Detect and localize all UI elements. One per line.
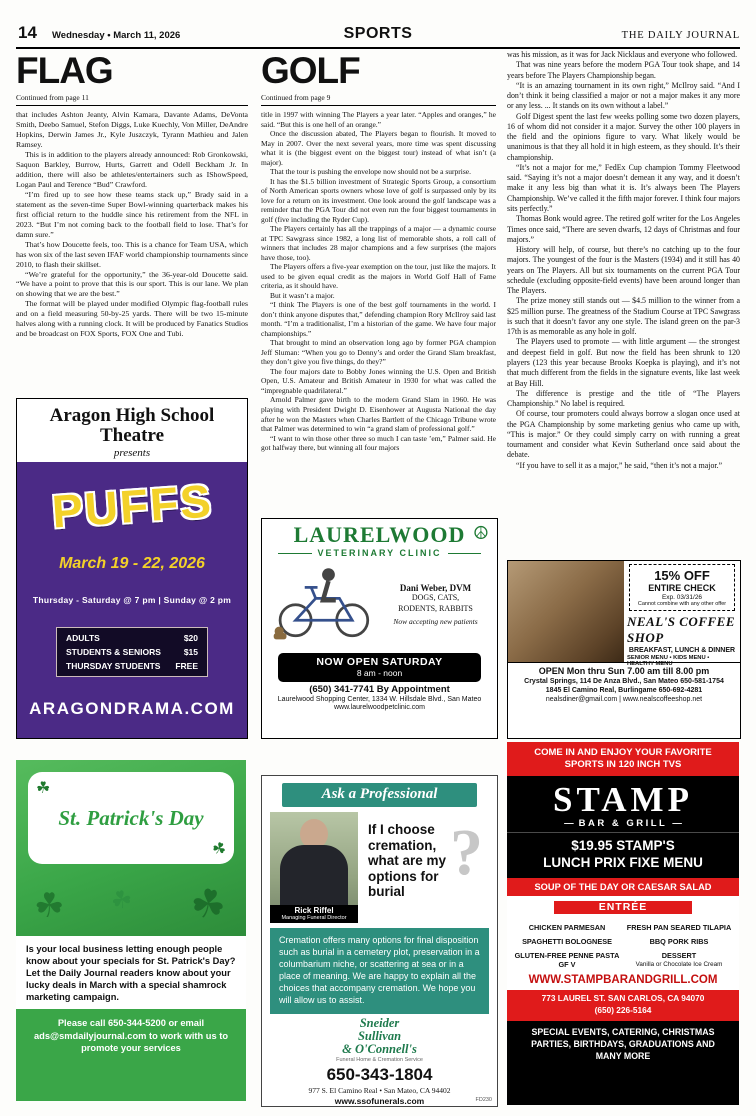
paragraph: that includes Ashton Jeanty, Alvin Kamara, Davante Adams, DeVonta Smith, Deebo Samuel, Stefon Diggs, Luke Kuechly, Von Miller, DeAndre Hopkins, Derwin James Jr., Kyle Juszczyk, Tyrann Mathieu and Jalen Ramsey. xyxy=(16,110,248,149)
aragon-poster xyxy=(17,462,247,738)
animals-line2: RODENTS, RABBITS xyxy=(398,603,473,613)
vet-name: Dani Weber, DVM xyxy=(399,583,472,594)
price-label: THURSDAY STUDENTS xyxy=(66,660,161,671)
paragraph: That’s how Doucette feels, too. This is a chance for Team USA, which has won six of the last seven IFAF world championship tournaments since 2010, to flash their skillset. xyxy=(16,239,248,269)
paragraph: “If you have to sell it as a major,” he said, “then it’s not a major.” xyxy=(516,460,723,470)
neals-menus: SENIOR MENU • KIDS MENU • HEALTHY MENU xyxy=(627,655,710,667)
golf-rule xyxy=(261,105,496,106)
deal-line1: $19.95 STAMP'S xyxy=(571,837,675,853)
laurelwood-vet-ad xyxy=(261,518,498,739)
paragraph: History will help, of course, but there’s no catching up to the four majors. The youngest of the four is the Masters (1934) and it still has 40 years on The Players. All but six tournaments on the current PGA Tour schedule (excluding opposite-field events) have been around longer than The Players. xyxy=(507,245,740,296)
st-patricks-title-card xyxy=(28,772,234,864)
paragraph: The Players offers a five-year exemption on the tour, just like the majors. It used to be given equal credit as the majors in World Golf Hall of Fame criteria, as it should have. xyxy=(261,262,496,291)
neals-location-1: Crystal Springs, 114 De Anza Blvd., San Mateo 650-581-1754 xyxy=(524,678,724,685)
flag-rule xyxy=(16,105,248,106)
animals-line1: DOGS, CATS, xyxy=(411,593,460,603)
firm-logo xyxy=(262,1017,497,1056)
flag-article xyxy=(16,52,248,398)
laurelwood-website: www.laurelwoodpetclinic.com xyxy=(333,704,426,711)
aragon-website: ARAGONDRAMA.COM xyxy=(29,698,235,718)
golf-headline: GOLF xyxy=(261,50,360,91)
show-dates: March 19 - 22, 2026 xyxy=(59,554,205,572)
ask-a-professional-ad xyxy=(261,775,498,1107)
header-rule xyxy=(16,47,740,49)
stamp-name: STAMP xyxy=(553,779,693,819)
dash-ornament: — xyxy=(564,817,574,829)
stamp-bottom-banner: SPECIAL EVENTS, CATERING, CHRISTMAS PARTIES, BIRTHDAYS, GRADUATIONS AND MANY MORE xyxy=(507,1021,739,1105)
paragraph: “It is an amazing tournament in its own right,” McIlroy said. “And I don’t think it being classified a major or not a major makes it any more or any less. ... It stands on its own without a label.” xyxy=(507,80,740,111)
page-header xyxy=(16,23,740,45)
laurelwood-footer xyxy=(262,684,497,711)
show-times: Thursday - Saturday @ 7 pm | Sunday @ 2 pm xyxy=(32,594,232,605)
shamrock-icon: ☘ xyxy=(208,837,229,860)
paragraph: “I want to win those other three so much I can taste ’em,” Palmer said. He got halfway there, but winning all four majors xyxy=(261,433,496,453)
masthead-title: THE DAILY JOURNAL xyxy=(621,30,740,41)
paragraph: “I’m fired up to see how these teams stack up,” Brady said in a statement as the seven-time Super Bowl-winning quarterback makes his first official return to the huddle since his retirement from the NFL in 2023. “But I’m not coming back to the football field to lose. That’s for damn sure.” xyxy=(16,189,248,239)
aragon-school-line1: Aragon High School xyxy=(49,405,215,426)
stamp-address: 773 LAUREL ST. SAN CARLOS, CA 94070 xyxy=(541,993,705,1004)
menu-item: SPAGHETTI BOLOGNESE xyxy=(522,937,612,947)
paragraph: was his mission, as it was for Jack Nicklaus and everyone who followed. xyxy=(507,50,738,59)
page-number: 14 xyxy=(18,23,37,42)
neals-coffee-shop-ad xyxy=(507,560,741,739)
price-value: $20 xyxy=(183,632,198,643)
golf-article xyxy=(261,52,496,516)
neals-name: NEAL'S COFFEE SHOP xyxy=(627,614,736,645)
paragraph: The Players used to promote — with little argument — the strongest and deepest field in golf. But now the field has been shrunk to 120 players (123 this year because Brooks Koepka is playing), and it’s not that much different from the fields in the signature events, like last week at Bay Hill. xyxy=(507,337,740,388)
entree-header: ENTRÉE xyxy=(553,900,693,915)
paragraph: The four majors date to Bobby Jones winning the U.S. Open and British Open, U.S. Amateur and British Amateur in 1930 for what was called the “impregnable quadrilateral.” xyxy=(261,366,496,395)
neals-top xyxy=(508,561,740,667)
pricing-row xyxy=(57,659,207,673)
st-patricks-pitch: Is your local business letting enough people know about your specials for St. Patrick's Day? Let the Daily Journal readers know about your lucky deals in March with a special shamrock marketing campaign. xyxy=(16,936,246,1009)
shamrock-icon: ☘ xyxy=(185,878,231,932)
price-value: $15 xyxy=(183,646,198,657)
paragraph: The Players certainly has all the trappings of a major — a dynamic course at TPC Sawgrass since 1982, a long list of memorable shots, a roll call of winners that includes 28 major champions and a few surprises (the majors have those, too). xyxy=(261,224,496,262)
laurelwood-middle xyxy=(262,558,497,651)
cyclist-with-dog-illustration xyxy=(268,560,380,649)
funeral-home-footer xyxy=(262,1014,497,1106)
menu-block xyxy=(507,896,739,971)
laurelwood-subtitle xyxy=(278,548,481,558)
paragraph: The format will be played under modified Olympic flag-football rules and on a field measuring 50-by-25 yards. There will be two 15-minute halves along with a running clock. It will be produced by Fanatics Studios and be broadcast on FOX Sports, FOX One and Tubi. xyxy=(16,299,248,339)
restaurant-photo xyxy=(508,561,624,662)
paragraph: The difference is prestige and the title of “The Players Championship.” No label is required. xyxy=(507,388,740,409)
menu-item: BBQ PORK RIBS xyxy=(649,937,709,947)
flag-article-body xyxy=(16,110,248,398)
banner-line1: NOW OPEN SATURDAY xyxy=(316,656,443,668)
stamp-top-banner: COME IN AND ENJOY YOUR FAVORITE SPORTS IN 120 INCH TVS xyxy=(507,742,739,776)
funeral-home-phone: 650-343-1804 xyxy=(326,1065,433,1084)
edition-date: Wednesday • March 11, 2026 xyxy=(52,30,181,41)
laurelwood-phone: (650) 341-7741 By Appointment xyxy=(309,684,450,695)
neals-location-2: 1845 El Camino Real, Burlingame 650-692-4281 xyxy=(545,687,703,694)
deal-line2: LUNCH PRIX FIXE MENU xyxy=(543,854,703,870)
stamp-website: WWW.STAMPBARANDGRILL.COM xyxy=(507,971,739,990)
shamrock-icon: ☘ xyxy=(107,883,136,917)
person-name: Rick Riffel xyxy=(294,905,334,915)
shamrock-icon: ☘ xyxy=(36,778,51,797)
menu-column-right xyxy=(623,918,735,969)
paragraph: It has the $1.5 billion investment of Strategic Sports Group, a consortium of North American sports owners whose love of golf is surpassed only by its love for a return on its investment. One look around the golf landscape was a reminder that the PGA Tour did not even run the four biggest tournaments in golf (five including the Ryder Cup). xyxy=(261,176,496,224)
neals-right xyxy=(624,561,740,667)
firm-line3: & O'Connell's xyxy=(342,1041,417,1056)
paragraph: Of course, tour promoters could always borrow a slogan once used at the PGA Championship by some marketing genius who came up with, “This is major.” Or they could simply carry on with running a great tournament and consider what Kevin Sutherland once said about the debate. xyxy=(507,409,740,460)
ask-row xyxy=(262,812,497,923)
st-patricks-banner xyxy=(16,760,246,936)
coupon-percent: 15% OFF xyxy=(654,568,710,583)
soup-banner: SOUP OF THE DAY OR CAESAR SALAD xyxy=(507,878,739,896)
paragraph: Golf Digest spent the last few weeks polling some two dozen players, 16 of whom did not consider it a major. Survey the other 100 players in the field and the opinions figure to vary. What likely would be unanimous is that they all hold it in high esteem, as they should. It’s their championship. xyxy=(507,111,740,162)
menu-grid xyxy=(511,918,735,969)
paragraph: “We’re grateful for the opportunity,” the 36-year-old Doucette said. “We have a point to prove that this is our sport. This is our lane. We plan on showing that we are the best.” xyxy=(16,269,248,299)
paragraph: But it wasn’t a major. xyxy=(270,290,335,300)
golf-article-continuation xyxy=(507,50,740,555)
ask-ribbon: Ask a Professional xyxy=(282,783,477,807)
pricing-row xyxy=(57,631,207,645)
laurelwood-name: LAURELWOOD xyxy=(293,522,466,547)
puffs-show-logo: PUFFS xyxy=(49,474,215,538)
neals-meals: BREAKFAST, LUNCH & DINNER xyxy=(628,647,736,654)
stamp-address-block xyxy=(507,990,739,1020)
section-title: SPORTS xyxy=(343,25,413,42)
coupon-note: Cannot combine with any other offer xyxy=(637,601,727,607)
pricing-table xyxy=(56,627,208,677)
coupon-entire-check: ENTIRE CHECK xyxy=(648,583,716,593)
person-title: Managing Funeral Director xyxy=(281,914,347,921)
rick-riffel-photo xyxy=(270,812,358,923)
aragon-school-line2: Theatre xyxy=(99,424,165,446)
license-number: FD230 xyxy=(475,1097,492,1103)
st-patricks-title: St. Patrick's Day xyxy=(58,805,204,830)
lunch-deal-block xyxy=(507,832,739,879)
coupon-expiration: Exp. 03/31/26 xyxy=(661,594,703,601)
funeral-home-website: www.ssofunerals.com xyxy=(334,1096,425,1106)
menu-item: CHICKEN PARMESAN xyxy=(528,923,606,933)
menu-item: GLUTEN-FREE PENNE PASTA GF V xyxy=(514,951,620,970)
firm-line1: Sneider xyxy=(359,1015,400,1030)
accepting-patients: Now accepting new patients xyxy=(393,616,478,626)
answer-panel: Cremation offers many options for final disposition such as burial in a cemetery plot, preservation in a columbarium niche, or scattering at sea or in a place of meaning. We are happy to explain all the choices that accompany cremation. We hope you will allow us to assist. xyxy=(270,928,489,1014)
stamp-subname xyxy=(507,818,739,829)
flag-continued-line: Continued from page 11 xyxy=(16,93,89,102)
paragraph: “I think The Players is one of the best golf tournaments in the world. I don’t think anyone disputes that,” defending champion Rory McIlroy said last month. “I’m a traditionalist, I’m a historian of the game. We have four major championships.” xyxy=(261,300,496,338)
firm-tagline: Funeral Home & Cremation Service xyxy=(336,1057,423,1063)
paragraph: That the tour is pushing the envelope now should not be a surprise. xyxy=(270,167,472,177)
price-label: STUDENTS & SENIORS xyxy=(66,646,161,657)
stamp-logo-block xyxy=(507,776,739,832)
dash-ornament: — xyxy=(672,817,682,829)
paragraph: This is in addition to the players already announced: Rob Gronkowski, Saquon Barkley, Burrow, Hurts, Garrett and Odell Beckham Jr. In addition, there will also be athletes/entertainers such as IShowSpeed, Logan Paul and Terence “Bud” Crawford. xyxy=(16,149,248,189)
st-patricks-cta: Please call 650-344-5200 or email ads@smdailyjournal.com to work with us to promote your services xyxy=(16,1009,246,1101)
person-label xyxy=(270,905,358,923)
paragraph: Arnold Palmer gave birth to the modern Grand Slam in 1960. He was playing with President Dwight D. Eisenhower at Augusta National the day after he won the Masters when Charles Bartlett of the Chicago Tribune wrote that Palmer was determined to win “a grand slam of professional golf.” xyxy=(261,395,496,434)
question-text: If I choose cremation, what are my options for burial xyxy=(368,822,447,900)
paragraph: Thomas Bonk would agree. The retired golf writer for the Los Angeles Times once said, “There are seven dwarfs, 12 days of Christmas and four majors.” xyxy=(507,214,740,244)
menu-item: FRESH PAN SEARED TILAPIA xyxy=(626,923,732,933)
aragon-school-name xyxy=(17,399,247,462)
paragraph: “It’s not a major for me,” FedEx Cup champion Tommy Fleetwood said. “Saying it’s not a major doesn’t demean it any way, and it doesn’t make it any less big than what it is. It’s always been The Players Championship. We’ve called it the fifth major forever. I think four majors sits perfectly.” xyxy=(507,162,740,213)
aragon-theatre-ad xyxy=(16,398,248,739)
dessert-note: Vanilla or Chocolate Ice Cream xyxy=(635,961,723,969)
stamp-phone: (650) 226-5164 xyxy=(594,1005,652,1016)
laurelwood-subtitle-text: VETERINARY CLINIC xyxy=(317,548,442,558)
stamp-bar-grill-ad xyxy=(507,742,739,1105)
price-value: FREE xyxy=(175,660,198,671)
funeral-home-address: 977 S. El Camino Real • San Mateo, CA 94402 xyxy=(308,1086,451,1095)
neals-hours: OPEN Mon thru Sun 7.00 am till 8.00 pm xyxy=(538,666,710,676)
laurelwood-header xyxy=(262,519,497,558)
neals-contact: nealsdiner@gmail.com | www.nealscoffeeshop.net xyxy=(545,696,703,703)
banner-line2: 8 am - noon xyxy=(356,668,403,678)
aragon-presents: presents xyxy=(113,446,151,459)
price-label: ADULTS xyxy=(66,632,100,643)
golf-article-col3 xyxy=(507,50,740,555)
peace-icon: ☮ xyxy=(472,523,489,544)
paragraph: Once the discussion abated, The Players began to flourish. It moved to May in 2007. Over the next several years, more time was spent discussing what it is (the biggest event on the biggest tour) instead of what isn’t (a major). xyxy=(261,129,496,167)
golf-continued-line: Continued from page 9 xyxy=(261,93,331,102)
person-silhouette xyxy=(270,813,358,909)
golf-article-col2 xyxy=(261,110,496,516)
paragraph: That was nine years before the modern PGA Tour took shape, and 14 years before The Players Championship began. xyxy=(507,60,740,80)
st-patricks-day-ad xyxy=(16,760,246,1101)
menu-item: DESSERT xyxy=(661,951,697,961)
paragraph: That brought to mind an observation long ago by former PGA champion Jeff Sluman: “When you go to Denny’s and order the Grand Slam breakfast, they don’t give you five things, do they?” xyxy=(261,338,496,367)
paragraph: The prize money still stands out — $4.5 million to the winner from a $25 million purse. The greatness of the Stadium Course at TPC Sawgrass is such that it doesn’t favor any one style. The island green on the par-3 17th is as memorable as any hole in golf. xyxy=(507,296,740,337)
discount-coupon xyxy=(629,564,735,611)
neals-bottom xyxy=(508,662,740,703)
stamp-subname-text: BAR & GRILL xyxy=(578,817,668,829)
shamrock-icon: ☘ xyxy=(34,886,65,926)
paragraph: title in 1997 with winning The Players a year later. “Apples and oranges,” he said. “But this is one hell of an orange.” xyxy=(261,110,496,129)
menu-column-left xyxy=(511,918,623,969)
laurelwood-address: Laurelwood Shopping Center, 1334 W. Hillsdale Blvd., San Mateo xyxy=(277,696,482,703)
pricing-row xyxy=(57,645,207,659)
firm-line2: Sullivan xyxy=(357,1028,402,1043)
open-saturday-banner xyxy=(278,653,481,682)
laurelwood-info xyxy=(380,583,491,626)
flag-headline: FLAG xyxy=(16,50,113,91)
question-mark-graphic: ? xyxy=(450,816,483,889)
question-block xyxy=(358,812,489,923)
